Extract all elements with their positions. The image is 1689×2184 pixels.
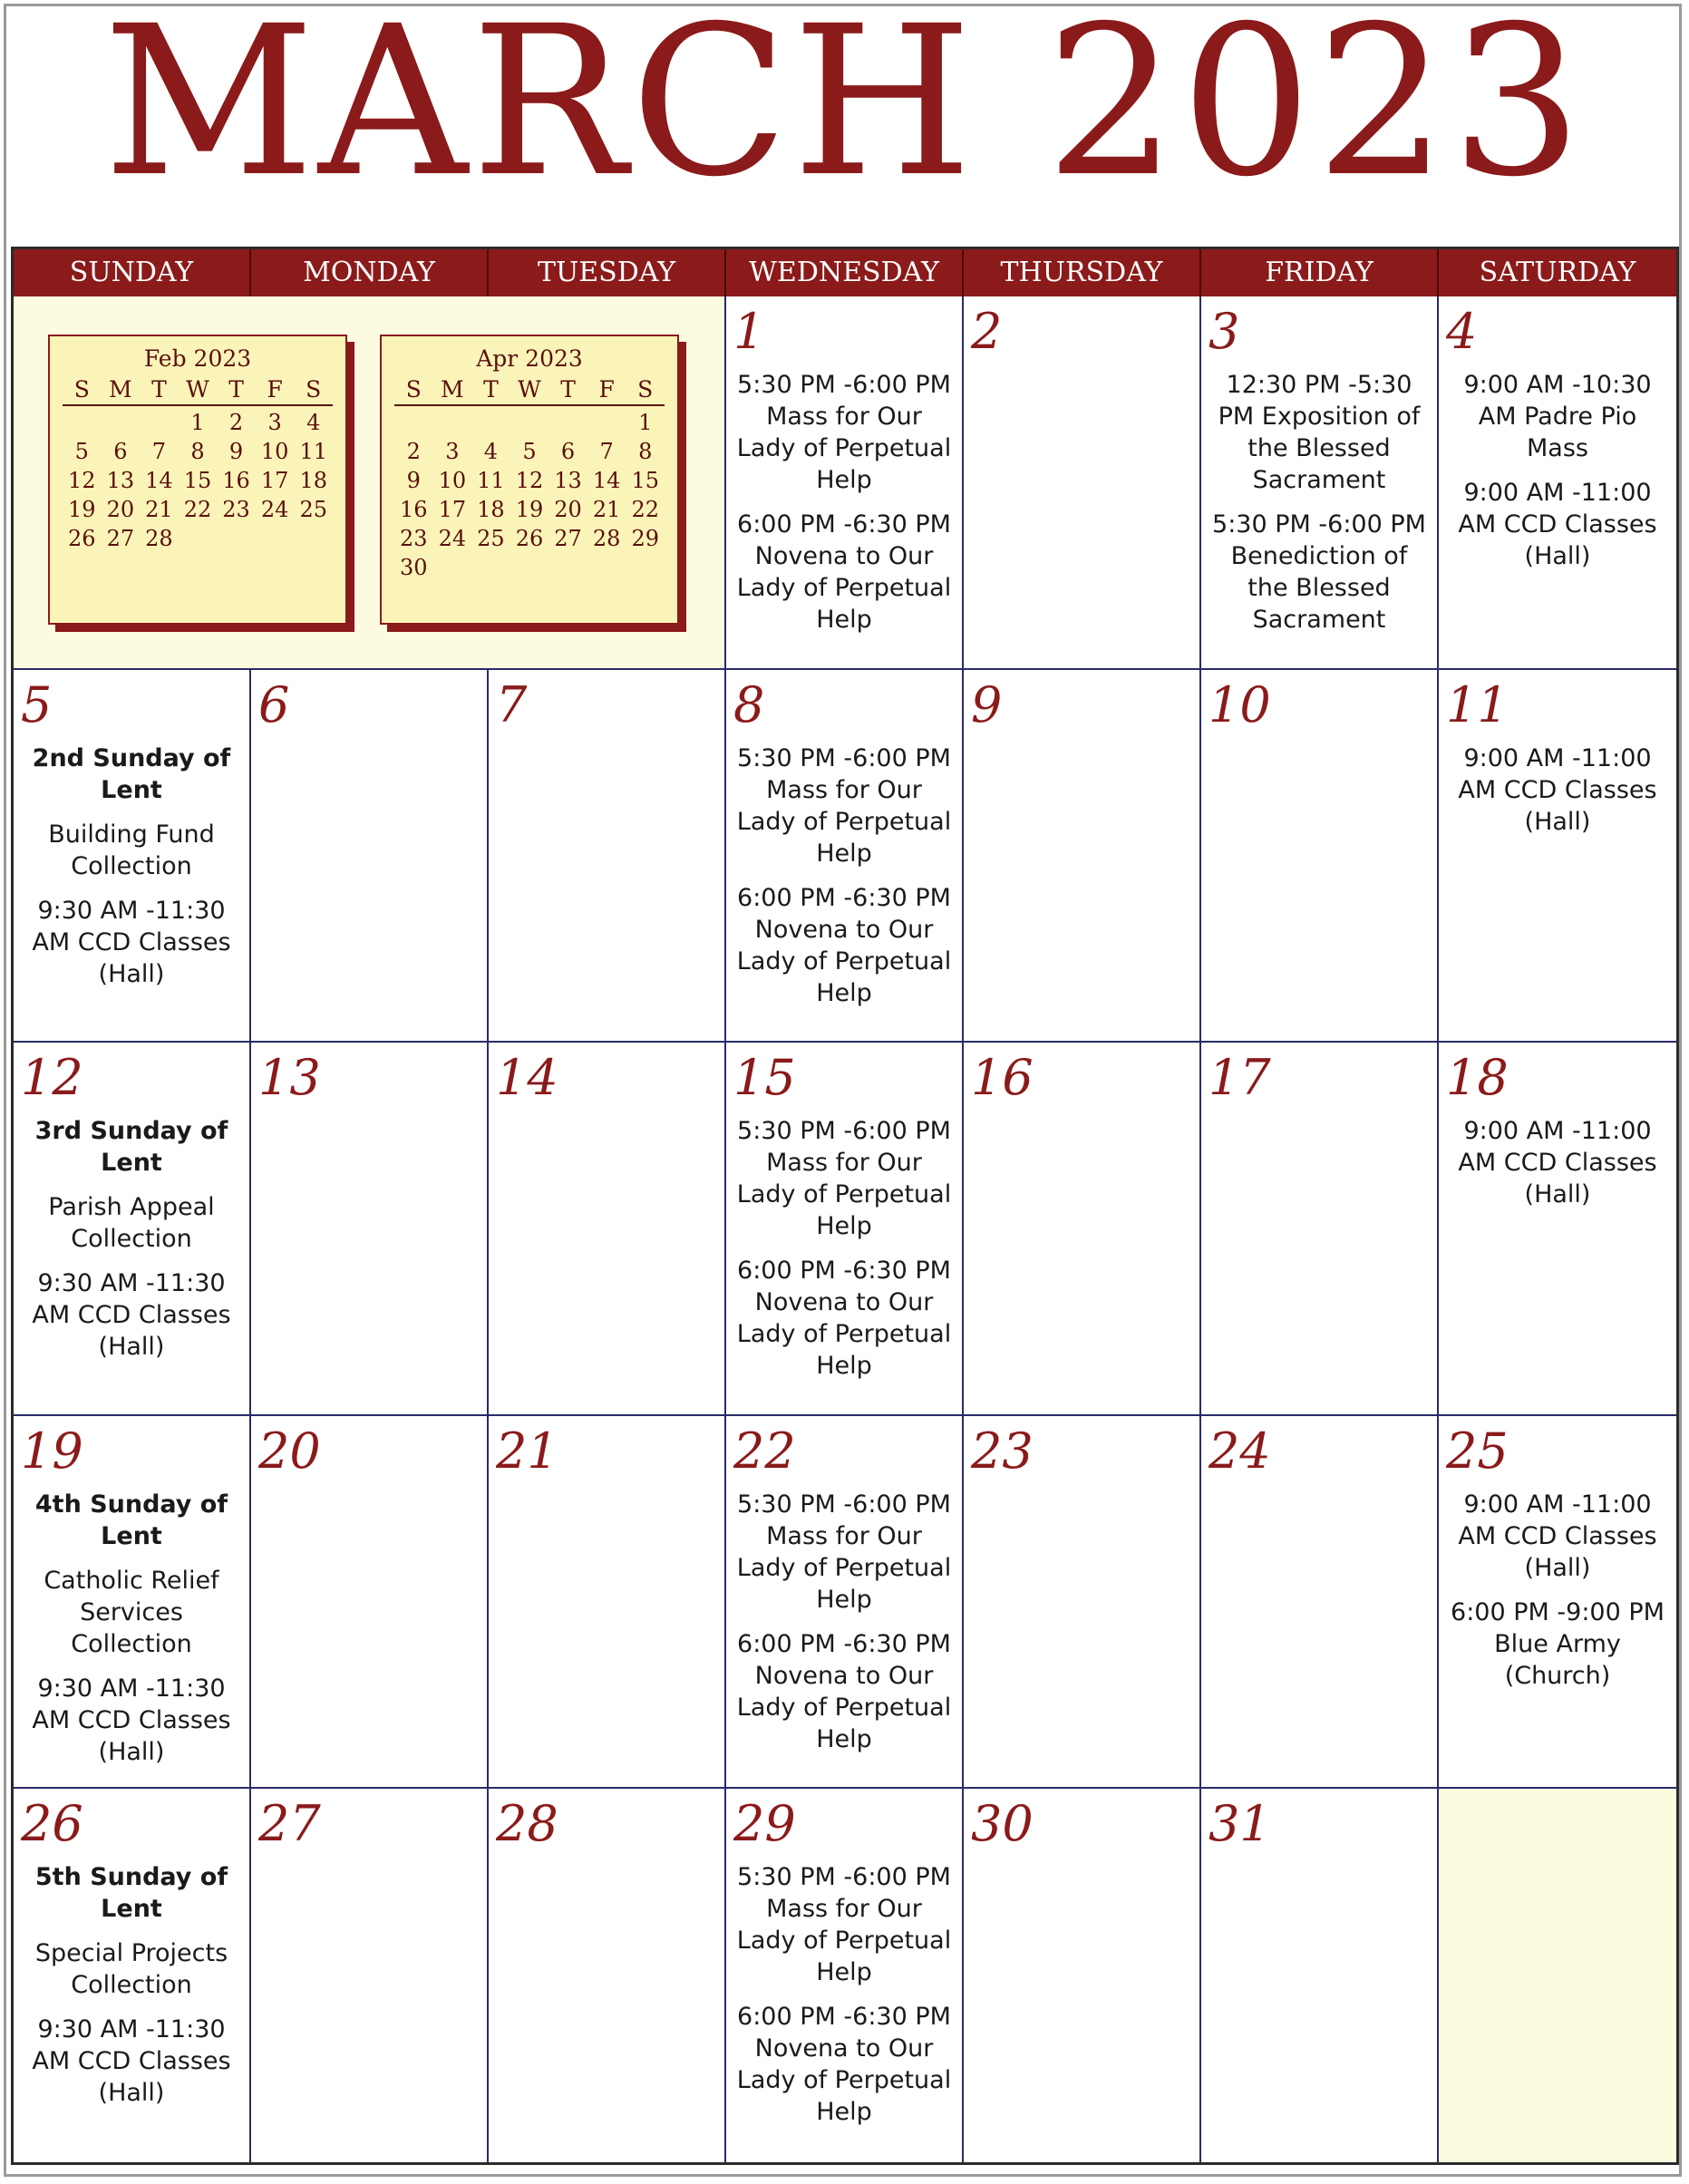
- day-cell-17[interactable]: [1201, 1043, 1439, 1416]
- mini-calendar-weekdays: [63, 376, 333, 406]
- mini-day: 25: [299, 497, 327, 522]
- mini-day: 7: [599, 439, 614, 464]
- day-events: [23, 1115, 240, 1375]
- day-cell-24[interactable]: [1201, 1416, 1439, 1790]
- mini-day: 15: [631, 468, 659, 493]
- mini-day: 7: [151, 439, 167, 464]
- event-text: Special Projects Collection: [34, 1939, 228, 2000]
- mini-day: [587, 410, 626, 435]
- day-cell-23[interactable]: [964, 1416, 1201, 1790]
- mini-day: 29: [631, 526, 659, 551]
- event-text: Catholic Relief Services Collection: [44, 1566, 219, 1658]
- event-text: 6:00 PM -6:30 PM Novena to Our Lady of Perpetual Help: [736, 1629, 952, 1753]
- event-text: 3rd Sunday of Lent: [34, 1117, 228, 1178]
- day-number: 19: [21, 1422, 83, 1480]
- day-cell-31[interactable]: [1201, 1789, 1439, 2162]
- day-events: [735, 369, 953, 648]
- mini-weekday-label: T: [560, 376, 576, 403]
- day-cell-15[interactable]: [726, 1043, 964, 1416]
- mini-day: 3: [445, 439, 460, 464]
- event-text: 6:00 PM -6:30 PM Novena to Our Lady of Perpetual Help: [736, 883, 952, 1007]
- mini-day: [433, 410, 472, 435]
- day-events: [23, 743, 240, 1003]
- day-number: 17: [1209, 1049, 1271, 1107]
- day-cell-4[interactable]: [1439, 296, 1676, 670]
- day-number: 20: [258, 1422, 321, 1480]
- day-number: 22: [733, 1422, 796, 1480]
- day-number: 15: [733, 1049, 796, 1107]
- day-number: 7: [496, 675, 528, 733]
- mini-day: [510, 410, 549, 435]
- empty-day-cell: [1439, 1789, 1676, 2162]
- mini-day: 12: [515, 468, 544, 493]
- mini-day: 16: [400, 497, 428, 522]
- event-text: Parish Appeal Collection: [48, 1193, 215, 1254]
- mini-day: 26: [68, 526, 96, 551]
- mini-day: 22: [631, 497, 659, 522]
- mini-day: 27: [554, 526, 582, 551]
- mini-day: 4: [483, 439, 499, 464]
- day-cell-2[interactable]: [964, 296, 1201, 670]
- weekday-thursday: THURSDAY: [964, 249, 1201, 296]
- mini-day: 23: [400, 526, 428, 551]
- page-title: MARCH 2023: [102, 0, 1587, 222]
- event-text: 12:30 PM -5:30 PM Exposition of the Blessed Sacrament: [1218, 371, 1421, 494]
- day-cell-13[interactable]: [251, 1043, 489, 1416]
- day-cell-22[interactable]: [726, 1416, 964, 1790]
- day-cell-21[interactable]: [489, 1416, 726, 1790]
- mini-day: 20: [106, 497, 135, 522]
- day-cell-7[interactable]: [489, 670, 726, 1043]
- day-events: [23, 1861, 240, 2121]
- mini-day: 9: [406, 468, 421, 493]
- mini-day: 26: [515, 526, 544, 551]
- day-cell-10[interactable]: [1201, 670, 1439, 1043]
- mini-day: 25: [477, 526, 505, 551]
- day-cell-5[interactable]: [14, 670, 251, 1043]
- mini-day: 5: [74, 439, 89, 464]
- day-cell-11[interactable]: [1439, 670, 1676, 1043]
- mini-calendars: [14, 296, 726, 670]
- weekday-header: [14, 249, 1676, 296]
- day-cell-12[interactable]: [14, 1043, 251, 1416]
- event-text: 4th Sunday of Lent: [34, 1490, 228, 1550]
- day-number: 14: [496, 1049, 558, 1107]
- mini-day: 30: [400, 555, 428, 580]
- mini-day: 16: [222, 468, 250, 493]
- day-cell-14[interactable]: [489, 1043, 726, 1416]
- day-events: [23, 1489, 240, 1781]
- mini-weekday-label: M: [109, 376, 132, 403]
- mini-calendar-days: [394, 410, 665, 580]
- event-text: 5:30 PM -6:00 PM Mass for Our Lady of Perpetual Help: [736, 1863, 952, 1987]
- day-number: 4: [1446, 303, 1478, 360]
- mini-day: 28: [145, 526, 173, 551]
- day-number: 9: [971, 675, 1003, 733]
- day-number: 12: [21, 1049, 83, 1107]
- mini-calendar: [48, 335, 347, 625]
- event-text: 9:00 AM -10:30 AM Padre Pio Mass: [1463, 371, 1652, 462]
- day-cell-16[interactable]: [964, 1043, 1201, 1416]
- event-text: 6:00 PM -6:30 PM Novena to Our Lady of Perpetual Help: [736, 2003, 952, 2127]
- mini-day: 14: [592, 468, 621, 493]
- event-text: 9:30 AM -11:30 AM CCD Classes (Hall): [32, 1269, 231, 1362]
- mini-day: [102, 410, 141, 435]
- day-number: 29: [733, 1795, 796, 1853]
- day-number: 24: [1209, 1422, 1271, 1480]
- mini-day: 14: [145, 468, 173, 493]
- day-cell-27[interactable]: [251, 1789, 489, 2162]
- mini-day: [394, 410, 433, 435]
- event-text: 9:30 AM -11:30 AM CCD Classes (Hall): [32, 1674, 231, 1766]
- mini-day: 1: [638, 410, 653, 435]
- day-events: [1210, 369, 1428, 648]
- mini-day: 13: [554, 468, 582, 493]
- mini-day: [548, 410, 587, 435]
- mini-weekday-label: T: [151, 376, 167, 403]
- mini-weekday-label: S: [73, 376, 90, 403]
- mini-day: 13: [106, 468, 135, 493]
- mini-day: [471, 410, 510, 435]
- day-number: 8: [733, 675, 765, 733]
- event-text: 9:30 AM -11:30 AM CCD Classes (Hall): [32, 896, 231, 988]
- day-number: 1: [733, 303, 765, 360]
- event-text: 9:00 AM -11:00 AM CCD Classes (Hall): [1458, 479, 1657, 570]
- event-text: 6:00 PM -6:30 PM Novena to Our Lady of Perpetual Help: [736, 510, 952, 634]
- day-cell-28[interactable]: [489, 1789, 726, 2162]
- mini-weekday-label: S: [637, 376, 654, 403]
- mini-day: 12: [68, 468, 96, 493]
- day-events: [735, 743, 953, 1022]
- day-events: [1448, 1489, 1667, 1704]
- day-cell-3[interactable]: [1201, 296, 1439, 670]
- event-text: 9:00 AM -11:00 AM CCD Classes (Hall): [1458, 1117, 1657, 1209]
- event-text: 6:00 PM -6:30 PM Novena to Our Lady of Perpetual Help: [736, 1257, 952, 1381]
- mini-day: 19: [515, 497, 544, 522]
- mini-day: 10: [438, 468, 467, 493]
- mini-day: 2: [406, 439, 421, 464]
- day-number: 30: [971, 1795, 1034, 1853]
- mini-weekday-label: F: [598, 376, 615, 403]
- mini-day: 11: [477, 468, 505, 493]
- day-cell-25[interactable]: [1439, 1416, 1676, 1790]
- mini-day: 10: [260, 439, 289, 464]
- mini-weekday-label: W: [518, 376, 541, 403]
- mini-day: 17: [438, 497, 467, 522]
- mini-day: 24: [260, 497, 289, 522]
- mini-weekday-label: W: [186, 376, 209, 403]
- mini-day: 19: [68, 497, 96, 522]
- event-text: 5:30 PM -6:00 PM Mass for Our Lady of Perpetual Help: [736, 1490, 952, 1614]
- mini-calendar-days: [63, 410, 333, 551]
- day-number: 21: [496, 1422, 558, 1480]
- event-text: 5:30 PM -6:00 PM Mass for Our Lady of Perpetual Help: [736, 371, 952, 494]
- mini-day: 21: [145, 497, 173, 522]
- mini-day: 18: [299, 468, 327, 493]
- day-cell-6[interactable]: [251, 670, 489, 1043]
- day-number: 6: [258, 675, 290, 733]
- mini-day: 21: [592, 497, 621, 522]
- mini-day: 17: [260, 468, 289, 493]
- day-number: 11: [1446, 675, 1509, 733]
- event-text: 2nd Sunday of Lent: [32, 743, 231, 804]
- mini-weekday-label: S: [306, 376, 322, 403]
- weekday-monday: MONDAY: [251, 249, 489, 296]
- day-number: 23: [971, 1422, 1034, 1480]
- mini-weekday-label: M: [441, 376, 464, 403]
- mini-day: 3: [267, 410, 282, 435]
- mini-weekday-label: S: [405, 376, 422, 403]
- mini-calendar-title: Apr 2023: [476, 345, 583, 372]
- mini-day: 5: [522, 439, 537, 464]
- event-text: Building Fund Collection: [48, 820, 215, 880]
- mini-calendar: [380, 335, 679, 625]
- event-text: 5th Sunday of Lent: [34, 1863, 228, 1924]
- mini-day: 27: [106, 526, 135, 551]
- event-text: 5:30 PM -6:00 PM Benediction of the Blessed Sacrament: [1212, 510, 1426, 634]
- mini-day: 28: [592, 526, 621, 551]
- weekday-friday: FRIDAY: [1201, 249, 1439, 296]
- calendar-grid: [14, 296, 1676, 2162]
- day-events: [1448, 369, 1667, 585]
- mini-day: [140, 410, 179, 435]
- day-events: [1448, 1115, 1667, 1223]
- event-text: 9:00 AM -11:00 AM CCD Classes (Hall): [1458, 1490, 1657, 1582]
- day-cell-18[interactable]: [1439, 1043, 1676, 1416]
- mini-day: 15: [183, 468, 212, 493]
- day-cell-19[interactable]: [14, 1416, 251, 1790]
- day-events: [735, 1861, 953, 2140]
- day-number: 16: [971, 1049, 1034, 1107]
- mini-day: 20: [554, 497, 582, 522]
- mini-day: 9: [228, 439, 244, 464]
- mini-calendar-weekdays: [394, 376, 665, 406]
- day-number: 26: [21, 1795, 83, 1853]
- event-text: 5:30 PM -6:00 PM Mass for Our Lady of Perpetual Help: [736, 743, 952, 868]
- day-number: 5: [21, 675, 53, 733]
- day-cell-8[interactable]: [726, 670, 964, 1043]
- day-cell-9[interactable]: [964, 670, 1201, 1043]
- event-text: 6:00 PM -9:00 PM Blue Army (Church): [1451, 1597, 1665, 1690]
- day-number: 25: [1446, 1422, 1509, 1480]
- day-cell-26[interactable]: [14, 1789, 251, 2162]
- mini-weekday-label: F: [267, 376, 283, 403]
- day-number: 2: [971, 303, 1003, 360]
- mini-day: 18: [477, 497, 505, 522]
- day-events: [735, 1115, 953, 1394]
- day-number: 18: [1446, 1049, 1509, 1107]
- day-cell-30[interactable]: [964, 1789, 1201, 2162]
- weekday-saturday: SATURDAY: [1479, 257, 1636, 288]
- weekday-sunday: SUNDAY: [14, 249, 251, 296]
- mini-day: [63, 410, 102, 435]
- mini-weekday-label: T: [483, 376, 499, 403]
- day-number: 3: [1209, 303, 1240, 360]
- mini-day: 4: [306, 410, 321, 435]
- event-text: 9:30 AM -11:30 AM CCD Classes (Hall): [32, 2015, 231, 2108]
- mini-day: 23: [222, 497, 250, 522]
- mini-weekday-label: T: [228, 376, 244, 403]
- day-number: 27: [258, 1795, 321, 1853]
- day-events: [1448, 743, 1667, 850]
- mini-day: 22: [183, 497, 212, 522]
- mini-day: 8: [638, 439, 653, 464]
- weekday-tuesday: TUESDAY: [489, 249, 726, 296]
- mini-day: 1: [190, 410, 205, 435]
- event-text: 5:30 PM -6:00 PM Mass for Our Lady of Perpetual Help: [736, 1117, 952, 1241]
- day-cell-29[interactable]: [726, 1789, 964, 2162]
- day-number: 31: [1209, 1795, 1271, 1853]
- mini-day: 6: [560, 439, 576, 464]
- day-number: 13: [258, 1049, 321, 1107]
- day-cell-20[interactable]: [251, 1416, 489, 1790]
- mini-day: 24: [438, 526, 467, 551]
- mini-day: 8: [190, 439, 205, 464]
- mini-day: 2: [228, 410, 244, 435]
- day-events: [735, 1489, 953, 1768]
- event-text: 9:00 AM -11:00 AM CCD Classes (Hall): [1458, 743, 1657, 836]
- day-number: 10: [1209, 675, 1271, 733]
- calendar: [11, 247, 1679, 2165]
- mini-calendar-title: Feb 2023: [143, 345, 252, 372]
- weekday-wednesday: WEDNESDAY: [726, 249, 964, 296]
- mini-day: 11: [299, 439, 327, 464]
- day-cell-1[interactable]: [726, 296, 964, 670]
- day-number: 28: [496, 1795, 558, 1853]
- mini-day: 6: [113, 439, 128, 464]
